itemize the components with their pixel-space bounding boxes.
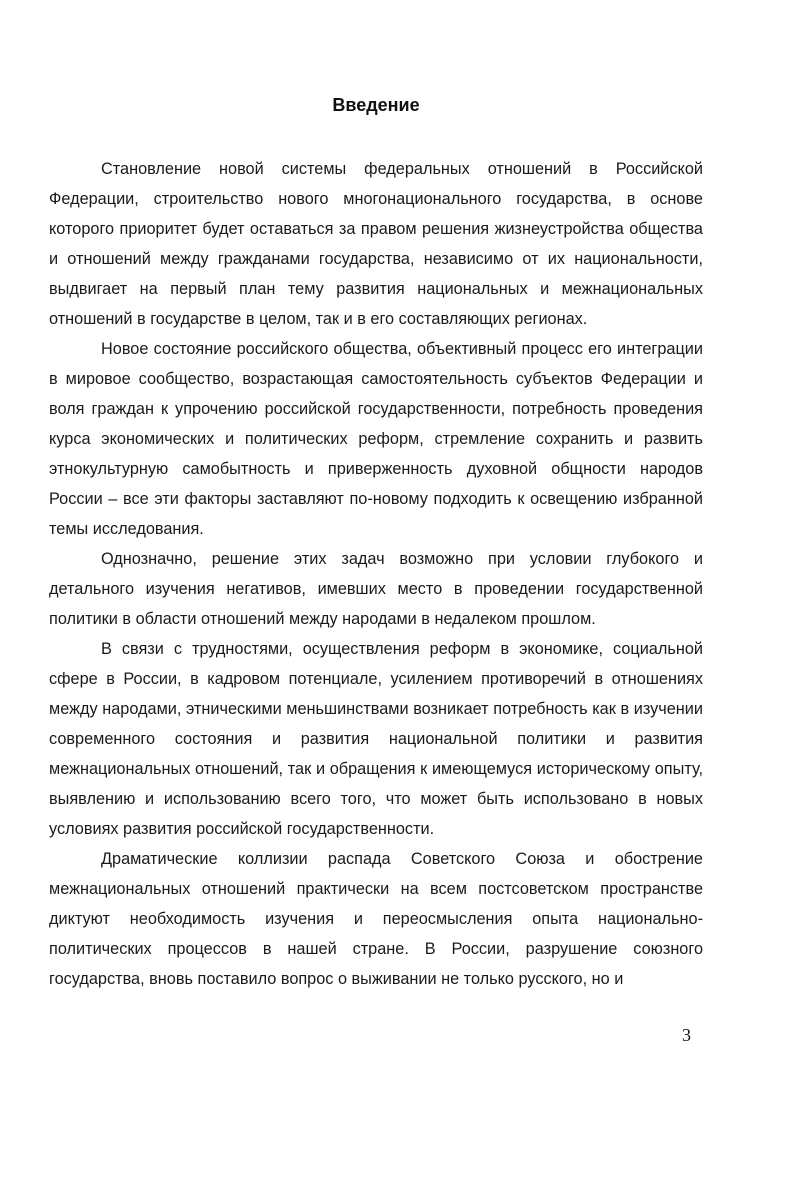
paragraph-3: Однозначно, решение этих задач возможно при условии глубокого и детального изучения негативов, имевших место в проведении государственной политики в области отношений между народами в недалеком прошлом. xyxy=(49,550,703,628)
paragraph-5: Драматические коллизии распада Советского Союза и обострение межнациональных отношений практически на всем постсоветском пространстве диктуют необходимость изучения и переосмысления опыта национально-политических процессов в нашей стране. В России, разрушение союзного государства, вновь поставило вопрос о выживании не только русского, но и xyxy=(49,850,703,988)
body-text xyxy=(49,154,703,994)
page-title: Введение xyxy=(332,95,420,115)
paragraph-4: В связи с трудностями, осуществления реформ в экономике, социальной сфере в России, в кадровом потенциале, усилением противоречий в отношениях между народами, этническими меньшинствами возникает потребность как в изучении современного состояния и развития национальной политики и развития межнациональных отношений, так и обращения к имеющемуся историческому опыту, выявлению и использованию всего того, что может быть использовано в новых условиях развития российской государственности. xyxy=(49,640,703,838)
paragraph-1: Становление новой системы федеральных отношений в Российской Федерации, строительство нового многонационального государства, в основе которого приоритет будет оставаться за правом решения жизнеустройства общества и отношений между гражданами государства, независимо от их национальности, выдвигает на первый план тему развития национальных и межнациональных отношений в государстве в целом, так и в его составляющих регионах. xyxy=(49,160,703,328)
page-number: 3 xyxy=(682,1025,691,1045)
paragraph-2: Новое состояние российского общества, объективный процесс его интеграции в мировое сообщество, возрастающая самостоятельность субъектов Федерации и воля граждан к упрочению российской государственности, потребность проведения курса экономических и политических реформ, стремление сохранить и развить этнокультурную самобытность и приверженность духовной общности народов России – все эти факторы заставляют по-новому подходить к освещению избранной темы исследования. xyxy=(49,340,703,538)
